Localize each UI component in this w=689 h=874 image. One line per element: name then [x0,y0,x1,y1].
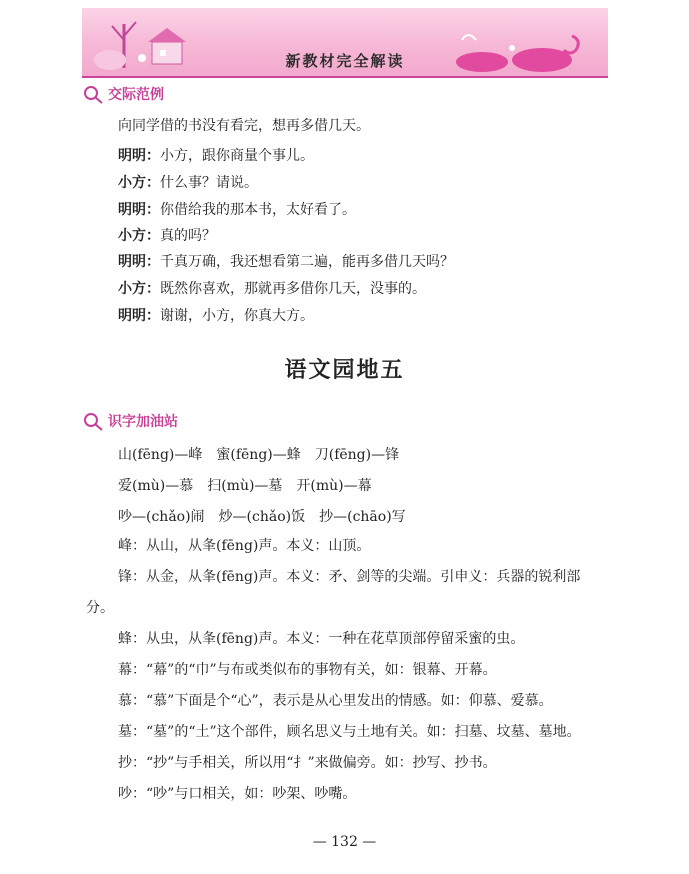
dialogue-line [118,252,454,272]
explanation-paragraph: 慕：“慕”下面是个“心”，表示是从心里发出的情感。如：仰慕、爱慕。 [118,693,553,709]
section-heading-literacy [82,411,178,431]
explanation-paragraph: 锋：从金，从夆(fēng)声。本义：矛、剑等的尖端。引申义：兵器的锐利部分。 [86,569,581,616]
dialogue-line [118,306,314,326]
dialogue-line [118,200,356,220]
speaker: 明明： [118,148,160,164]
utterance: 千真万确，我还想看第二遍，能再多借几天吗？ [160,254,454,270]
dialogue-line [118,173,258,193]
explanation-paragraph: 墓：“墓”的“土”这个部件，顾名思义与土地有关。如：扫墓、坟墓、墓地。 [118,724,581,740]
explanation-paragraph: 抄：“抄”与手相关，所以用“扌”来做偏旁。如：抄写、抄书。 [118,755,497,771]
section-title: 识字加油站 [108,414,178,430]
magnifier-icon [82,411,104,431]
explanation-paragraph: 吵：“吵”与口相关，如：吵架、吵嘴。 [118,786,357,802]
intro-text: 向同学借的书没有看完，想再多借几天。 [118,118,370,134]
speaker: 小方： [118,281,160,297]
unit-title: 语文园地五 [284,357,405,383]
explanation-paragraph: 蜂：从虫，从夆(fēng)声。本义：一种在花草顶部停留采蜜的虫。 [118,631,525,647]
explanation-block [86,531,608,810]
speaker: 明明： [118,254,160,270]
section-heading-communication-example [82,84,164,104]
header-title: 新教材完全解读 [285,52,405,70]
page-number: — 132 — [312,834,377,850]
speaker: 小方： [118,228,160,244]
char-row: 爱(mù)—慕 扫(mù)—墓 开(mù)—幕 [118,478,372,494]
dialogue-line [118,146,314,166]
utterance: 谢谢，小方，你真大方。 [160,308,314,324]
explanation-paragraph: 幕：“幕”的“巾”与布或类似布的事物有关，如：银幕、开幕。 [118,662,497,678]
char-row: 吵—(chǎo)闹 炒—(chǎo)饭 抄—(chāo)写 [118,509,406,525]
utterance: 真的吗？ [160,228,216,244]
utterance: 什么事？请说。 [160,175,258,191]
page-header-banner [82,8,608,78]
dialogue-line [118,279,426,299]
utterance: 既然你喜欢，那就再多借你几天，没事的。 [160,281,426,297]
speaker: 明明： [118,308,160,324]
magnifier-icon [82,84,104,104]
utterance: 你借给我的那本书，太好看了。 [160,202,356,218]
speaker: 明明： [118,202,160,218]
explanation-paragraph: 峰：从山，从夆(fēng)声。本义：山顶。 [118,538,371,554]
section-title: 交际范例 [108,87,164,103]
speaker: 小方： [118,175,160,191]
dialogue-line [118,226,216,246]
char-row: 山(fēng)—峰 蜜(fēng)—蜂 刀(fēng)—锋 [118,447,400,463]
utterance: 小方，跟你商量个事儿。 [160,148,314,164]
